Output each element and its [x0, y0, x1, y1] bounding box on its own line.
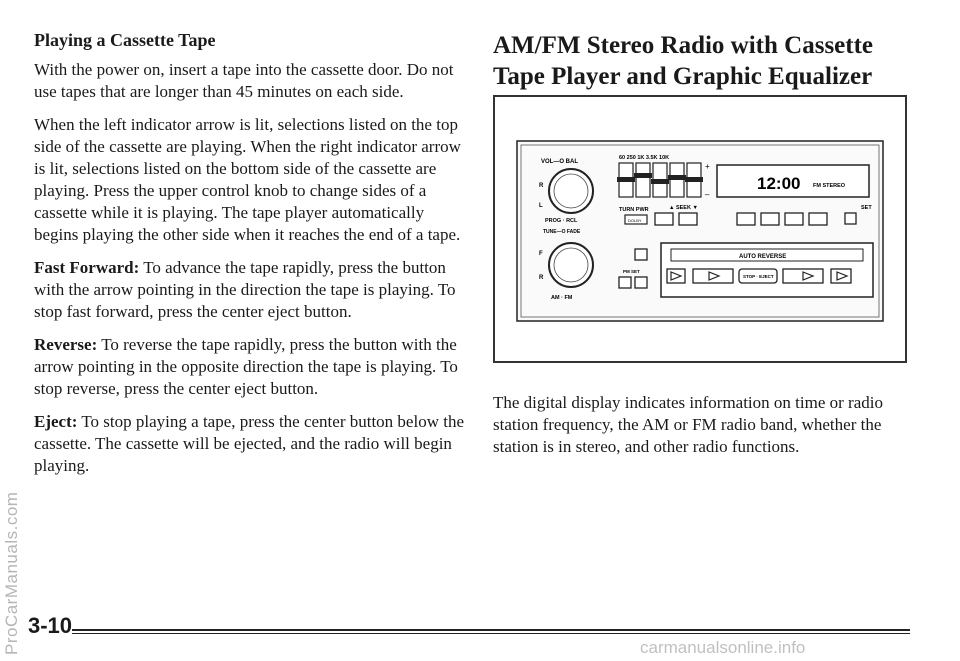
tune-knob — [549, 243, 593, 287]
bottom-watermark: carmanualsonline.info — [640, 638, 806, 657]
knob-f-label: F — [539, 251, 543, 257]
knob-r-label: R — [539, 183, 544, 189]
reverse-lead: Reverse: — [34, 335, 98, 354]
turn-pwr-label: TURN PWR — [619, 207, 649, 213]
paragraph-reverse — [34, 334, 464, 400]
reverse-text: To reverse the tape rapidly, press the button with the arrow pointing in the opposite direction the tape is playing. To stop reverse, press the center eject button. — [34, 335, 458, 398]
dolby-label: DOLBY — [628, 218, 642, 223]
display-time: 12:00 — [757, 174, 801, 193]
seek-label: ▲ SEEK ▼ — [669, 205, 698, 211]
section-subhead: Playing a Cassette Tape — [34, 30, 216, 50]
vol-bal-label: VOL—O BAL — [541, 159, 578, 165]
set-label: SET — [861, 205, 872, 211]
am-fm-label: AM · FM — [551, 295, 573, 301]
fast-forward-text: To advance the tape rapidly, press the button with the arrow pointing in the direction the tape is playing. To stop fast forward, press the center eject button. — [34, 258, 456, 321]
svg-text:+: + — [705, 162, 710, 171]
footer-rule — [72, 629, 910, 631]
knob-r2-label: R — [539, 275, 544, 281]
eject-text: To stop playing a tape, press the center button below the cassette. The cassette will be ejected, and the radio will begin playing. — [34, 412, 464, 475]
paragraph-eject — [34, 411, 464, 477]
set-button — [635, 277, 647, 288]
eject-lead: Eject: — [34, 412, 78, 431]
section-title: AM/FM Stereo Radio with Cassette Tape Player and Graphic Equalizer — [493, 32, 874, 90]
radio-illustration — [495, 97, 905, 361]
aps-button — [635, 249, 647, 260]
knob-l-label: L — [539, 203, 543, 209]
paragraph-fast-forward — [34, 257, 464, 323]
caption-text: The digital display indicates information on time or radio station frequency, the AM or FM radio band, whether the station is in stereo, and other radio functions. — [493, 393, 883, 456]
page-number: 3-10 — [28, 613, 73, 638]
auto-reverse-label: AUTO REVERSE — [739, 254, 787, 260]
svg-text:–: – — [705, 190, 710, 199]
pm-set-label: PM SET — [623, 269, 640, 274]
footer-rule-thin — [72, 633, 910, 634]
fast-forward-lead: Fast Forward: — [34, 258, 140, 277]
figure-caption — [493, 392, 903, 469]
left-column — [34, 30, 464, 488]
radio-figure — [493, 95, 907, 363]
paragraph-insert: With the power on, insert a tape into the cassette door. Do not use tapes that are longer than 45 minutes on each side. — [34, 60, 454, 101]
stop-eject-label: STOP · EJECT — [743, 274, 774, 279]
paragraph-indicator: When the left indicator arrow is lit, selections listed on the top side of the cassette are playing. When the right indicator arrow is lit, selections listed on the bottom side of the cassette are playing. Press the upper control knob to change sides of a cassette while it is playing. The tape player automatically begins playing the other side when it reaches the end of a tape. — [34, 115, 461, 244]
prog-rcl-label: PROG · RCL — [545, 218, 578, 224]
eq-freq-labels: 60 250 1K 3.5K 10K — [619, 155, 670, 161]
volume-knob — [549, 169, 593, 213]
side-watermark: ProCarManuals.com — [2, 491, 21, 655]
pm-button — [619, 277, 631, 288]
display-band: FM STEREO — [813, 183, 846, 189]
tune-fade-label: TUNE—O FADE — [543, 229, 581, 235]
